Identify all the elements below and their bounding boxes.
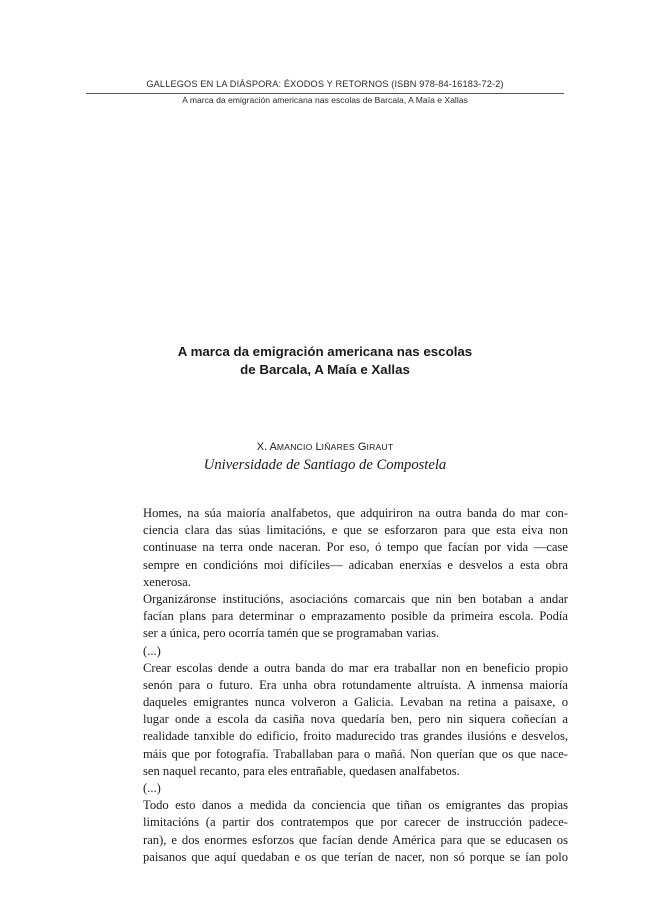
running-subtitle: A marca da emigración americana nas escolas de Barcala, A Maía e Xallas (182, 95, 468, 105)
running-title: GALLEGOS EN LA DIÁSPORA: ÉXODOS Y RETORNOS (ISBN 978-84-16183-72-2) (146, 79, 504, 89)
body-line: ser a única, pero ocorría tamén que se programaban varias. (143, 626, 440, 641)
body-line: Crear escolas dende a outra banda do mar era traballar non en beneficio propio (143, 660, 568, 675)
body-line: paisanos que aquí quedaban e os que terían de nacer, non só porque se ían polo (143, 849, 568, 864)
article-title-line-1: A marca da emigración americana nas escolas (177, 344, 473, 359)
author-part: G (354, 441, 367, 453)
author-part: L (312, 441, 322, 453)
body-line: Organizáronse institucións, asociacións comarcais que nin ben botaban a andar (143, 591, 568, 606)
body-line: realidade tanxible do edificio, froito madurecido tras grandes ilusións e desvelos, (143, 729, 568, 744)
body-line: (...) (143, 781, 161, 795)
body-line: Todo esto danos a medida da conciencia que tiñan os emigrantes das propias (143, 798, 568, 813)
body-line: ciencia clara das súas limitacións, e que se esforzaron para que esta eiva non (143, 523, 568, 538)
body-line: sen naquel recanto, para eles entrañable, quedasen analfabetos. (143, 763, 460, 778)
article-title (0, 343, 650, 379)
body-line: facían plans para determinar o emprazamento posible da primeira escola. Podía (143, 609, 568, 624)
author-name (0, 440, 650, 454)
header-rule (86, 93, 564, 94)
body-line: continuase na terra onde naceran. Por eso, ó tempo que facían por vida —case (143, 540, 568, 555)
body-line: Homes, na súa maioría analfabetos, que adquiriron na outra banda do mar con- (143, 506, 568, 520)
body-line: (...) (143, 643, 161, 658)
author-part: IRAUT (366, 442, 394, 452)
body-line: lugar onde a escola da casiña nova quedaría ben, pero nin siquera coñecían a (143, 712, 568, 727)
body-line: ran), e dos enormes esforzos que facían dende América para que se educasen os (143, 832, 568, 847)
author-affiliation: Universidade de Santiago de Compostela (203, 457, 447, 473)
author-part: X. A (256, 441, 277, 453)
body-text (143, 505, 568, 866)
body-line: daqueles emigrantes nunca volveron a Galicia. Levaban na retina a paisaxe, o (143, 695, 568, 710)
running-header (0, 78, 650, 90)
body-line: sempre en condicións moi difíciles— adicaban enerxías e desvelos a esta obra (143, 557, 568, 572)
body-line: limitacións (a partir dos contratempos que por carecer de instrucción padece- (143, 815, 568, 830)
body-line: senón para o futuro. Era unha obra rotundamente altruísta. A inmensa maioría (143, 677, 568, 692)
author-part: IÑARES (321, 442, 355, 452)
author-part: MANCIO (276, 442, 313, 452)
body-line: máis que por fotografía. Traballaban para o mañá. Non querían que os que nace- (143, 746, 568, 761)
article-title-line-2: de Barcala, A Maía e Xallas (240, 362, 410, 377)
body-line: xenerosa. (143, 574, 191, 589)
